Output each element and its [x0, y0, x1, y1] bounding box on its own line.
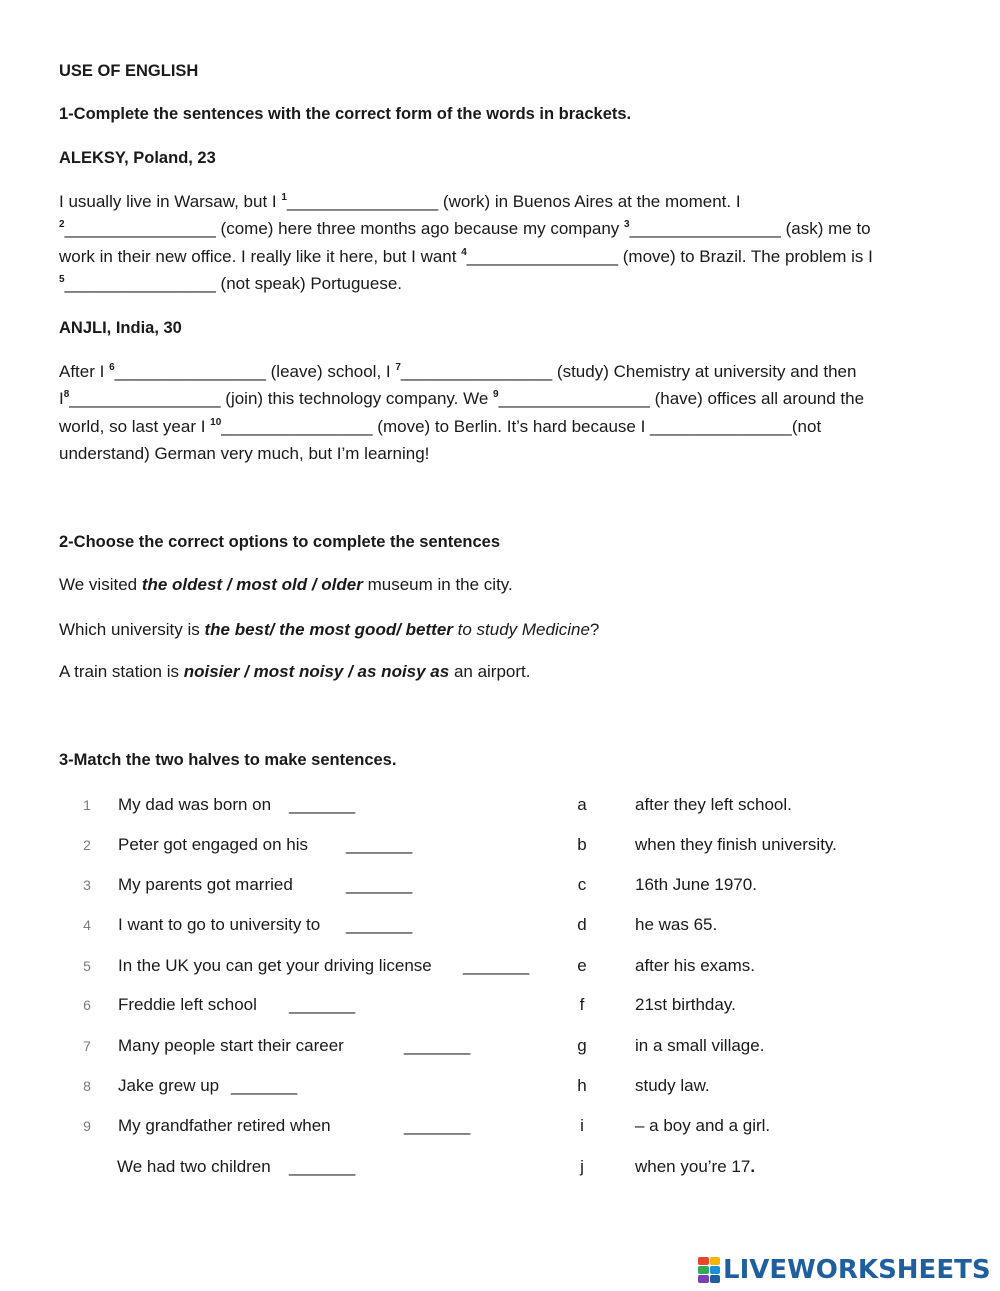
match-left-5: In the UK you can get your driving license	[118, 956, 432, 975]
match-right-b: when they finish university.	[635, 835, 837, 854]
match-blank-5[interactable]: _______	[463, 956, 530, 975]
match-right-e: after his exams.	[635, 956, 755, 975]
row-number-8: 8	[83, 1078, 91, 1094]
text: I	[59, 389, 64, 408]
match-left-8: Jake grew up	[118, 1076, 220, 1095]
anjli-line-3	[59, 417, 821, 437]
text: work in their new office. I really like it here, but I want	[59, 247, 462, 266]
gap-8-text: ________________ (join) this technology company. We	[69, 389, 494, 408]
anjli-line-4	[59, 444, 429, 464]
match-letter-h: h	[577, 1076, 587, 1095]
gap-number-9: 9	[493, 389, 499, 400]
gap-number-4: 4	[461, 247, 467, 258]
choice-options-2: the best/ the most good/ better	[204, 620, 453, 639]
match-right-d: he was 65.	[635, 915, 718, 934]
match-left-10: We had two children	[117, 1157, 271, 1176]
choice-sentence-1	[59, 575, 513, 595]
match-left-2: Peter got engaged on his	[118, 835, 308, 854]
match-letter-j: j	[580, 1157, 584, 1176]
match-blank-10[interactable]: _______	[289, 1157, 356, 1176]
text: an airport.	[449, 662, 531, 681]
row-number-6: 6	[83, 997, 91, 1013]
section1-heading: 1-Complete the sentences with the correct form of the words in brackets.	[59, 105, 632, 123]
match-blank-1[interactable]: _______	[289, 795, 356, 814]
match-letter-c: c	[577, 875, 587, 894]
match-right-j	[635, 1157, 755, 1177]
text: when you’re 17	[635, 1157, 751, 1176]
choice-options-3: noisier / most noisy / as noisy as	[183, 662, 450, 681]
gap-number-3: 3	[624, 219, 630, 230]
section3-heading: 3-Match the two halves to make sentences.	[59, 751, 397, 769]
match-letter-b: b	[577, 835, 587, 854]
text: ?	[589, 620, 600, 639]
choice-options-1: the oldest / most old / older	[141, 575, 363, 594]
match-letter-e: e	[577, 956, 587, 975]
liveworksheets-logo-icon	[698, 1257, 720, 1283]
text: After I	[59, 362, 110, 381]
text: Which university is	[59, 620, 205, 639]
match-blank-7[interactable]: _______	[404, 1036, 471, 1055]
row-number-3: 3	[83, 877, 91, 893]
text: A train station is	[59, 662, 184, 681]
gap-6-text: ________________ (leave) school, I	[114, 362, 396, 381]
gap-7-text: ________________ (study) Chemistry at university and then	[400, 362, 857, 381]
row-number-2: 2	[83, 837, 91, 853]
match-right-i: – a boy and a girl.	[635, 1116, 771, 1135]
match-right-g: in a small village.	[635, 1036, 765, 1055]
match-left-7: Many people start their career	[118, 1036, 344, 1055]
match-blank-8[interactable]: _______	[231, 1076, 298, 1095]
match-left-1: My dad was born on	[118, 795, 272, 814]
aleksy-line-3	[59, 247, 873, 267]
gap-4-text: ________________ (move) to Brazil. The problem is I	[466, 247, 873, 266]
text: .	[750, 1157, 756, 1176]
liveworksheets-logo	[698, 1255, 991, 1285]
row-number-7: 7	[83, 1038, 91, 1054]
match-right-c: 16th June 1970.	[635, 875, 757, 894]
match-blank-3[interactable]: _______	[346, 875, 413, 894]
choice-sentence-3	[59, 662, 530, 682]
aleksy-heading: ALEKSY, Poland, 23	[59, 149, 216, 167]
match-right-f: 21st birthday.	[635, 995, 736, 1014]
gap-9-text: ________________ (have) offices all around the	[498, 389, 865, 408]
gap-3-text: ________________ (ask) me to	[629, 219, 871, 238]
match-letter-g: g	[577, 1036, 587, 1055]
match-letter-i: i	[580, 1116, 584, 1135]
match-blank-9[interactable]: _______	[404, 1116, 471, 1135]
anjli-heading: ANJLI, India, 30	[59, 319, 182, 337]
gap-number-1: 1	[281, 192, 287, 203]
match-right-a: after they left school.	[635, 795, 792, 814]
anjli-line-1	[59, 362, 856, 382]
aleksy-line-4	[59, 274, 402, 294]
page-title: USE OF ENGLISH	[59, 62, 199, 80]
text: to study Medicine	[452, 620, 590, 639]
gap-number-8: 8	[63, 389, 70, 400]
match-blank-4[interactable]: _______	[346, 915, 413, 934]
match-letter-f: f	[579, 995, 585, 1014]
row-number-5: 5	[83, 958, 91, 974]
gap-5-text: ________________ (not speak) Portuguese.	[64, 274, 402, 293]
row-number-4: 4	[83, 917, 91, 933]
gap-10-text: ________________ (move) to Berlin. It’s hard because I _______________(not	[221, 417, 822, 436]
match-left-9: My grandfather retired when	[118, 1116, 331, 1135]
text: We visited	[59, 575, 142, 594]
text: understand) German very much, but I’m learning!	[59, 444, 430, 463]
match-right-h: study law.	[635, 1076, 710, 1095]
aleksy-line-1	[59, 192, 741, 212]
gap-number-7: 7	[395, 362, 401, 373]
match-letter-d: d	[577, 915, 587, 934]
gap-number-5: 5	[59, 274, 65, 285]
match-left-3: My parents got married	[118, 875, 293, 894]
match-blank-2[interactable]: _______	[346, 835, 413, 854]
choice-sentence-2	[59, 620, 599, 640]
gap-number-10: 10	[210, 417, 222, 428]
text: world, so last year I	[59, 417, 211, 436]
gap-number-6: 6	[109, 362, 115, 373]
anjli-line-2	[59, 389, 864, 409]
gap-1-text: ________________ (work) in Buenos Aires at the moment. I	[286, 192, 741, 211]
match-left-4: I want to go to university to	[118, 915, 321, 934]
liveworksheets-logo-text: LIVEWORKSHEETS	[723, 1255, 991, 1285]
match-left-6: Freddie left school	[118, 995, 257, 1014]
row-number-9: 9	[83, 1118, 91, 1134]
gap-number-2: 2	[59, 219, 65, 230]
text: I usually live in Warsaw, but I	[59, 192, 282, 211]
text: museum in the city.	[362, 575, 513, 594]
section2-heading: 2-Choose the correct options to complete the sentences	[59, 533, 501, 551]
gap-2-text: ________________ (come) here three months ago because my company	[64, 219, 625, 238]
row-number-1: 1	[83, 797, 91, 813]
match-blank-6[interactable]: _______	[289, 995, 356, 1014]
match-letter-a: a	[577, 795, 587, 814]
aleksy-line-2	[59, 219, 871, 239]
